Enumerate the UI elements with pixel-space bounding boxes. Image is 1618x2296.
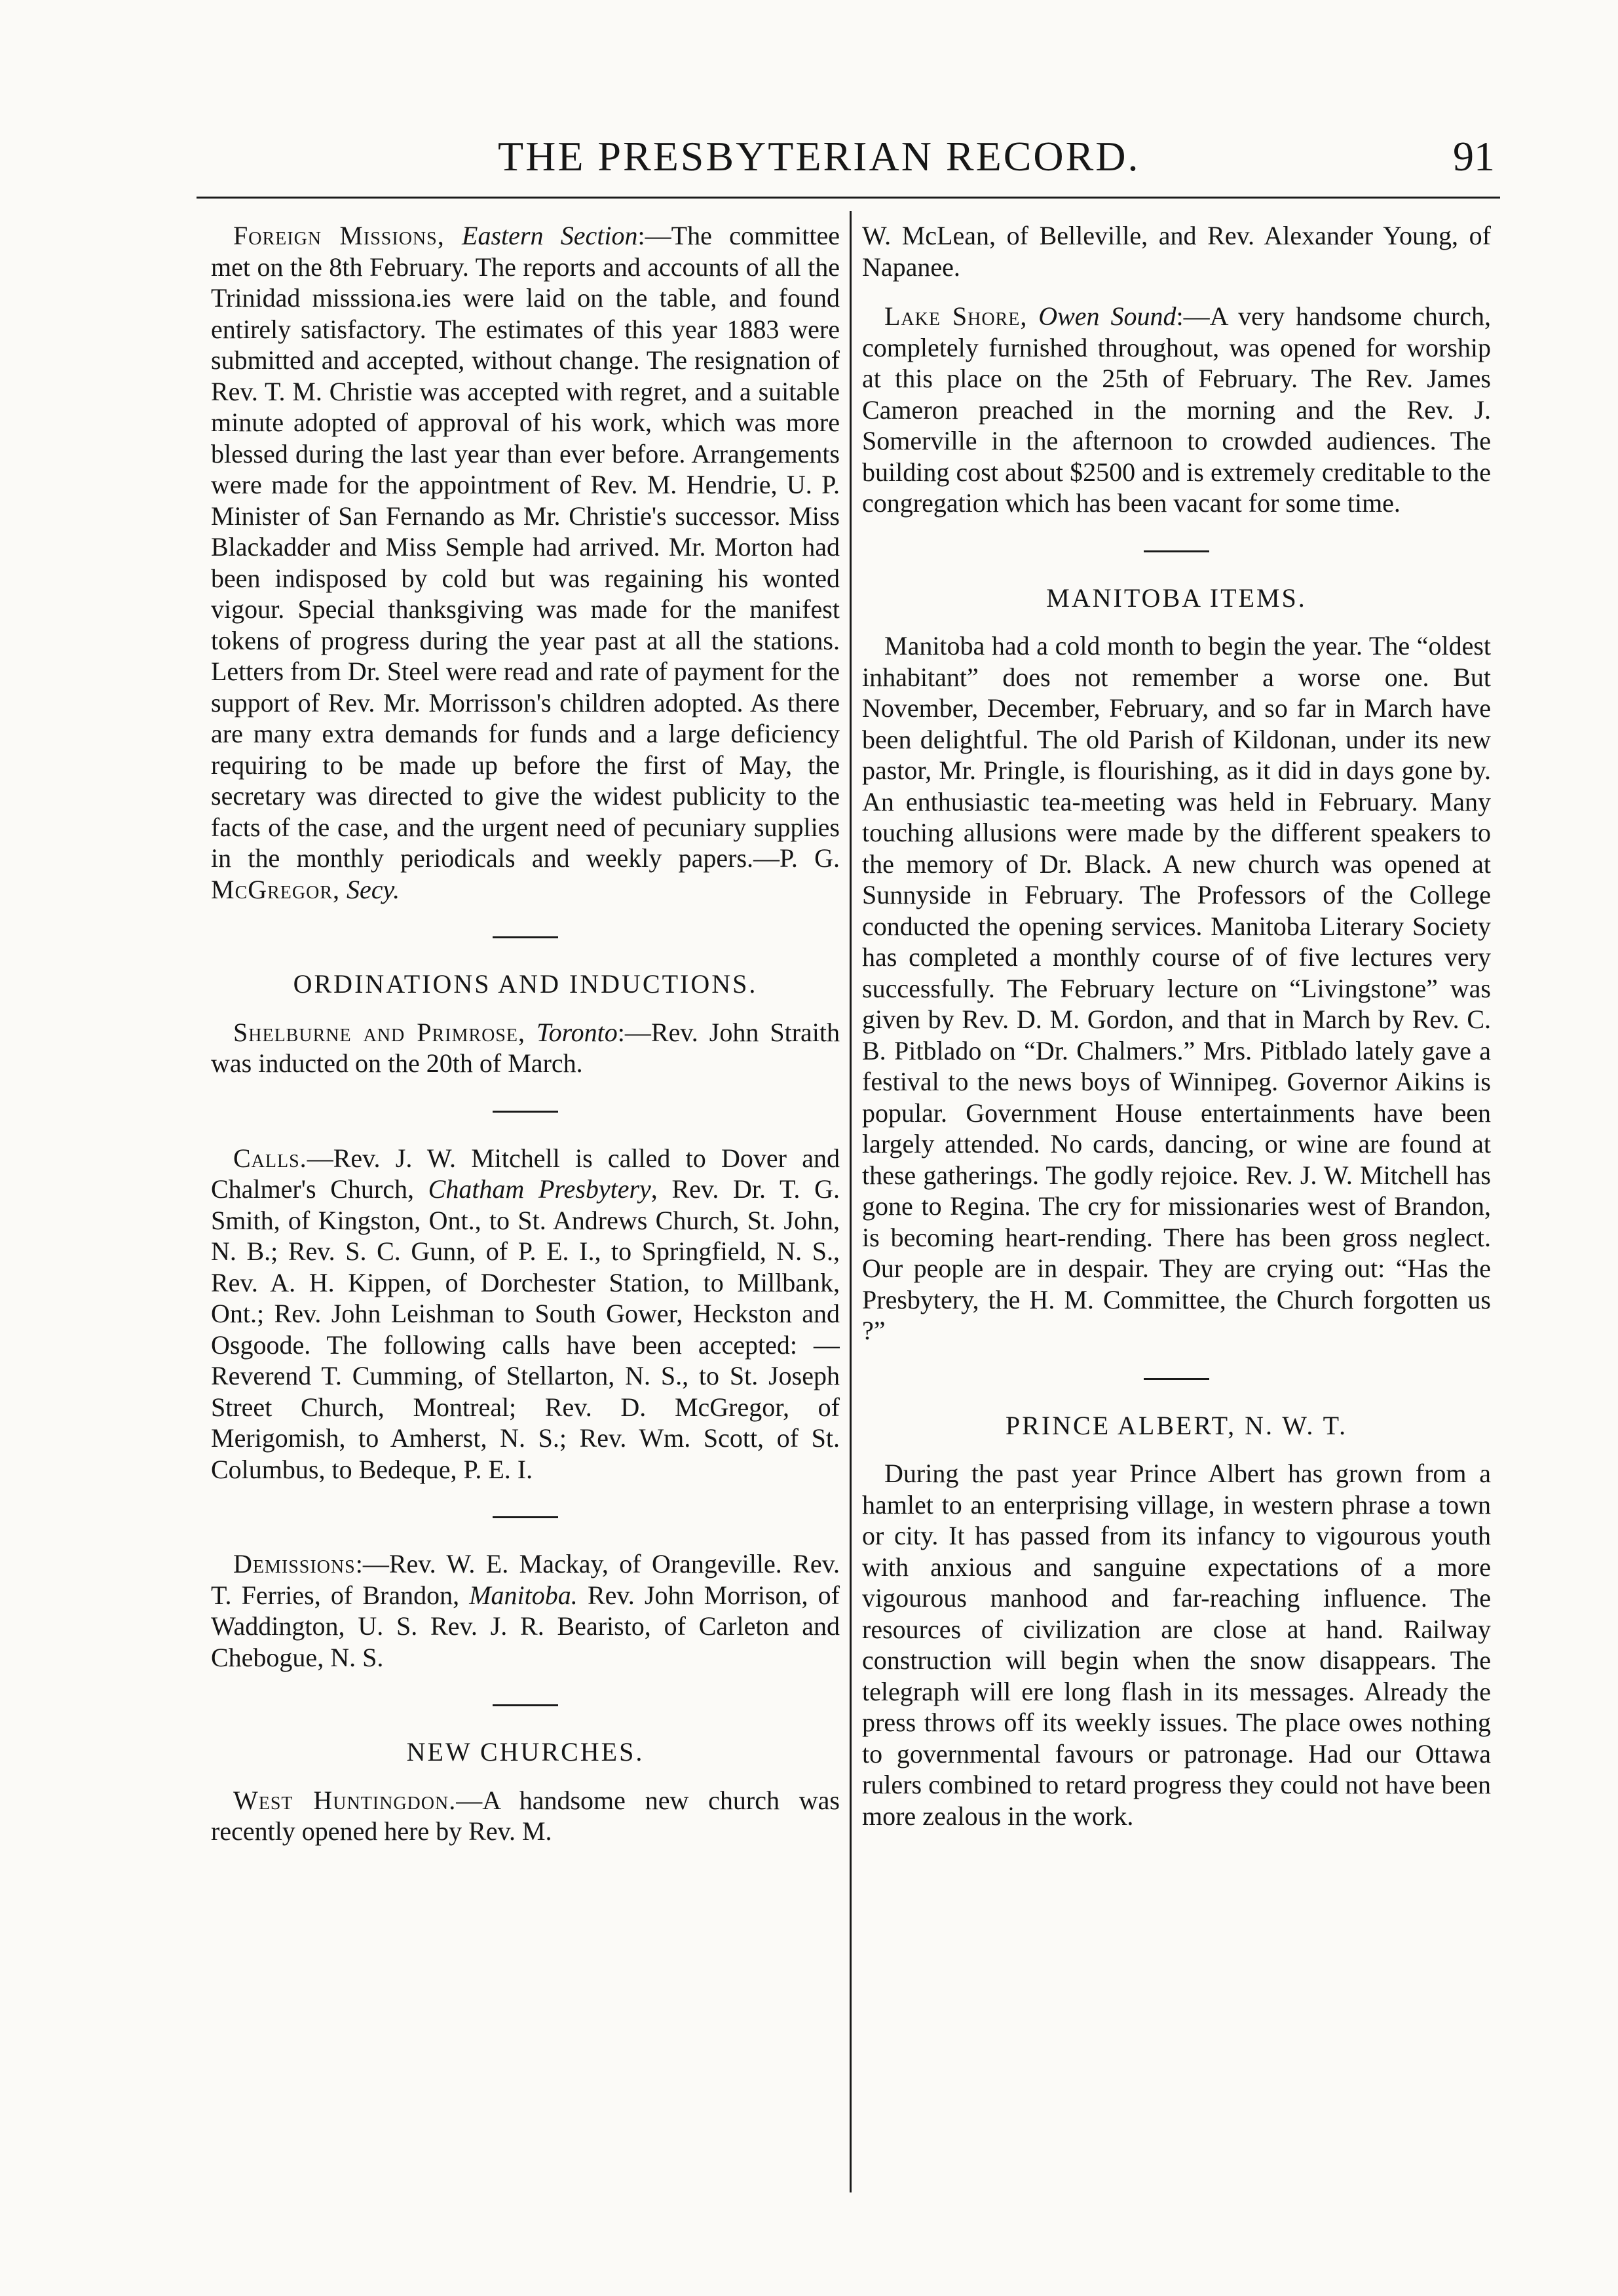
calls-text-a: —Rev. J. W. Mitchell is called to Dover and Chalmer's Church,	[211, 1143, 840, 1204]
new-churches-paragraph	[211, 1785, 840, 1847]
calls-place: Chatham Presbytery	[428, 1174, 651, 1204]
prince-albert-paragraph: During the past year Prince Albert has grown from a hamlet to an enterprising village, in western phrase a town or city. It has passed from its infancy to vigourous youth with anxious and sanguine expectations of a more vigourous manhood and far-reaching influence. The resources of civilization are close at hand. Railway construction will begin when the snow disappears. The telegraph will ere long flash in its messages. Already the press throws off its weekly issues. The place owes nothing to governmental favours or patronage. Had our Ottawa rulers combined to retard progress they could not have been more zealous in the work.	[862, 1459, 1491, 1831]
ordinations-sep: :—	[617, 1017, 651, 1047]
ordinations-paragraph	[211, 1017, 840, 1079]
ordinations-heading: ORDINATIONS AND INDUCTIONS.	[293, 969, 758, 999]
demissions-text-b: Rev. John Morrison, of Waddington, U. S. Rev. J. R. Bearisto, of Carleton and Chebogue, N. S.	[211, 1580, 840, 1672]
column-divider	[850, 211, 852, 2192]
journal-title: THE PRESBYTERIAN RECORD.	[498, 133, 1140, 180]
foreign-missions-text: The committee met on the 8th February. The reports and accounts of all the Trinidad misssiona.ies were laid on the table, and found entirely satisfactory. The estimates of this year 1883 were submitted and accepted, without change. The resignation of Rev. T. M. Christie was accepted with regret, and a suitable minute adopted of approval of his work, which was more blessed during the last year than ever before. Arrangements were made for the appointment of Rev. M. Hendrie, U. P. Minister of San Fernando as Mr. Christie's successor. Miss Blackadder and Miss Semple had arrived. Mr. Morton had been indisposed by cold but was regaining his wonted vigour. Special thanksgiving was made for the manifest tokens of progress during the year past at all the stations. Letters from Dr. Steel were read and rate of payment for the support of Rev. Mr. Morrisson's children adopted. As there are many extra demands for funds and a large deficiency requiring to be made up before the first of May, the secretary was directed to give the widest publicity to the facts of the case, and the urgent need of pecuniary supplies in the monthly periodicals and weekly papers.—P. G.	[211, 221, 840, 873]
lake-shore-lead: Lake Shore,	[884, 301, 1028, 331]
section-separator	[493, 1516, 558, 1518]
page-number: 91	[1453, 133, 1495, 180]
paragraph-gap	[862, 282, 1491, 301]
calls-text-b: , Rev. Dr. T. G. Smith, of Kingston, Ont., to St. Andrews Church, St. John, N. B.; Rev. S. C. Gunn, of P. E. I., to Springfield, N. S., Rev. A. H. Kippen, of Dorchester Station, to Millbank, Ont.; Rev. John Leishman to South Gower, Heckston and Osgoode. The following calls have been accepted: —Reverend T. Cumming, of Stellarton, N. S., to St. Joseph Street Church, Montreal; Rev. D. McGregor, of Merigomish, to Amherst, N. S.; Rev. Wm. Scott, of St. Columbus, to Bedeque, P. E. I.	[211, 1174, 840, 1484]
demissions-paragraph	[211, 1548, 840, 1673]
demissions-text-a: :—Rev. W. E. Mackay, of Orangeville. Rev. T. Ferries, of Brandon,	[211, 1549, 840, 1610]
demissions-place: Manitoba.	[469, 1580, 578, 1610]
running-head	[197, 128, 1500, 187]
section-separator	[1144, 550, 1209, 552]
ordinations-place: Toronto	[536, 1017, 618, 1047]
lake-shore-text: A very handsome church, completely furnished throughout, was opened for worship at this place on the 25th of February. The Rev. James Cameron preached in the morning and the Rev. J. Somerville in the afternoon to crowded audiences. The building cost about $2500 and is extremely creditable to the congregation which has been vacant for some time.	[862, 301, 1491, 518]
section-separator	[1144, 1378, 1209, 1380]
calls-lead: Calls.	[233, 1143, 307, 1173]
section-separator	[493, 936, 558, 938]
new-churches-lead: West Huntingdon.	[233, 1785, 457, 1815]
foreign-missions-signature: McGregor,	[211, 874, 341, 904]
ordinations-text: Rev. John Straith was inducted on the 20th of March.	[211, 1017, 840, 1078]
foreign-missions-subhead: Eastern Section	[462, 221, 638, 250]
foreign-missions-signature-title: Secy.	[347, 874, 400, 904]
new-churches-text: —A handsome new church was recently opened here by Rev. M.	[211, 1785, 840, 1846]
foreign-missions-paragraph	[211, 220, 840, 905]
ordinations-lead: Shelburne and Primrose,	[233, 1017, 525, 1047]
foreign-missions-lead: Foreign Missions,	[233, 221, 445, 250]
lake-shore-sep: :—	[1176, 301, 1210, 331]
continued-paragraph: W. McLean, of Belleville, and Rev. Alexander Young, of Napanee.	[862, 221, 1491, 282]
new-churches-heading: NEW CHURCHES.	[406, 1737, 645, 1767]
manitoba-paragraph: Manitoba had a cold month to begin the year. The “oldest inhabitant” does not remember a worse one. But November, December, February, and so far in March have been delightful. The old Parish of Kildonan, under its new pastor, Mr. Pringle, is flourishing, as it did in days gone by. An enthusiastic tea-meeting was held in February. Many touching allusions were made by the different speakers to the memory of Dr. Black. A new church was opened at Sunnyside in February. The Professors of the College conducted the opening services. Manitoba Literary Society has completed a monthly course of of five lectures very successfully. The February lecture on “Livingstone” was given by Rev. D. M. Gordon, and that in March by Rev. C. B. Pitblado on “Dr. Chalmers.” Mrs. Pitblado lately gave a festival to the news boys of Winnipeg. Governor Aikins is popular. Government House entertainments have been largely attended. No cards, dancing, or wine are found at these gatherings. The godly rejoice. Rev. J. W. Mitchell has gone to Regina. The cry for missionaries west of Brandon, is becoming heart-rending. There has been gross neglect. Our people are in despair. They are crying out: “Has the Presbytery, the H. M. Committee, the Church forgotten us ?”	[862, 631, 1491, 1345]
left-column	[211, 220, 840, 2186]
lake-shore-place: Owen Sound	[1038, 301, 1176, 331]
manitoba-heading: MANITOBA ITEMS.	[1046, 583, 1307, 613]
header-rule	[197, 197, 1500, 199]
demissions-lead: Demissions	[233, 1549, 356, 1578]
section-separator	[493, 1704, 558, 1706]
right-column	[862, 220, 1491, 2186]
section-separator	[493, 1111, 558, 1113]
prince-albert-heading: PRINCE ALBERT, N. W. T.	[1005, 1410, 1348, 1440]
calls-paragraph	[211, 1143, 840, 1485]
lake-shore-paragraph	[862, 301, 1491, 519]
foreign-missions-sep: :—	[637, 221, 671, 250]
